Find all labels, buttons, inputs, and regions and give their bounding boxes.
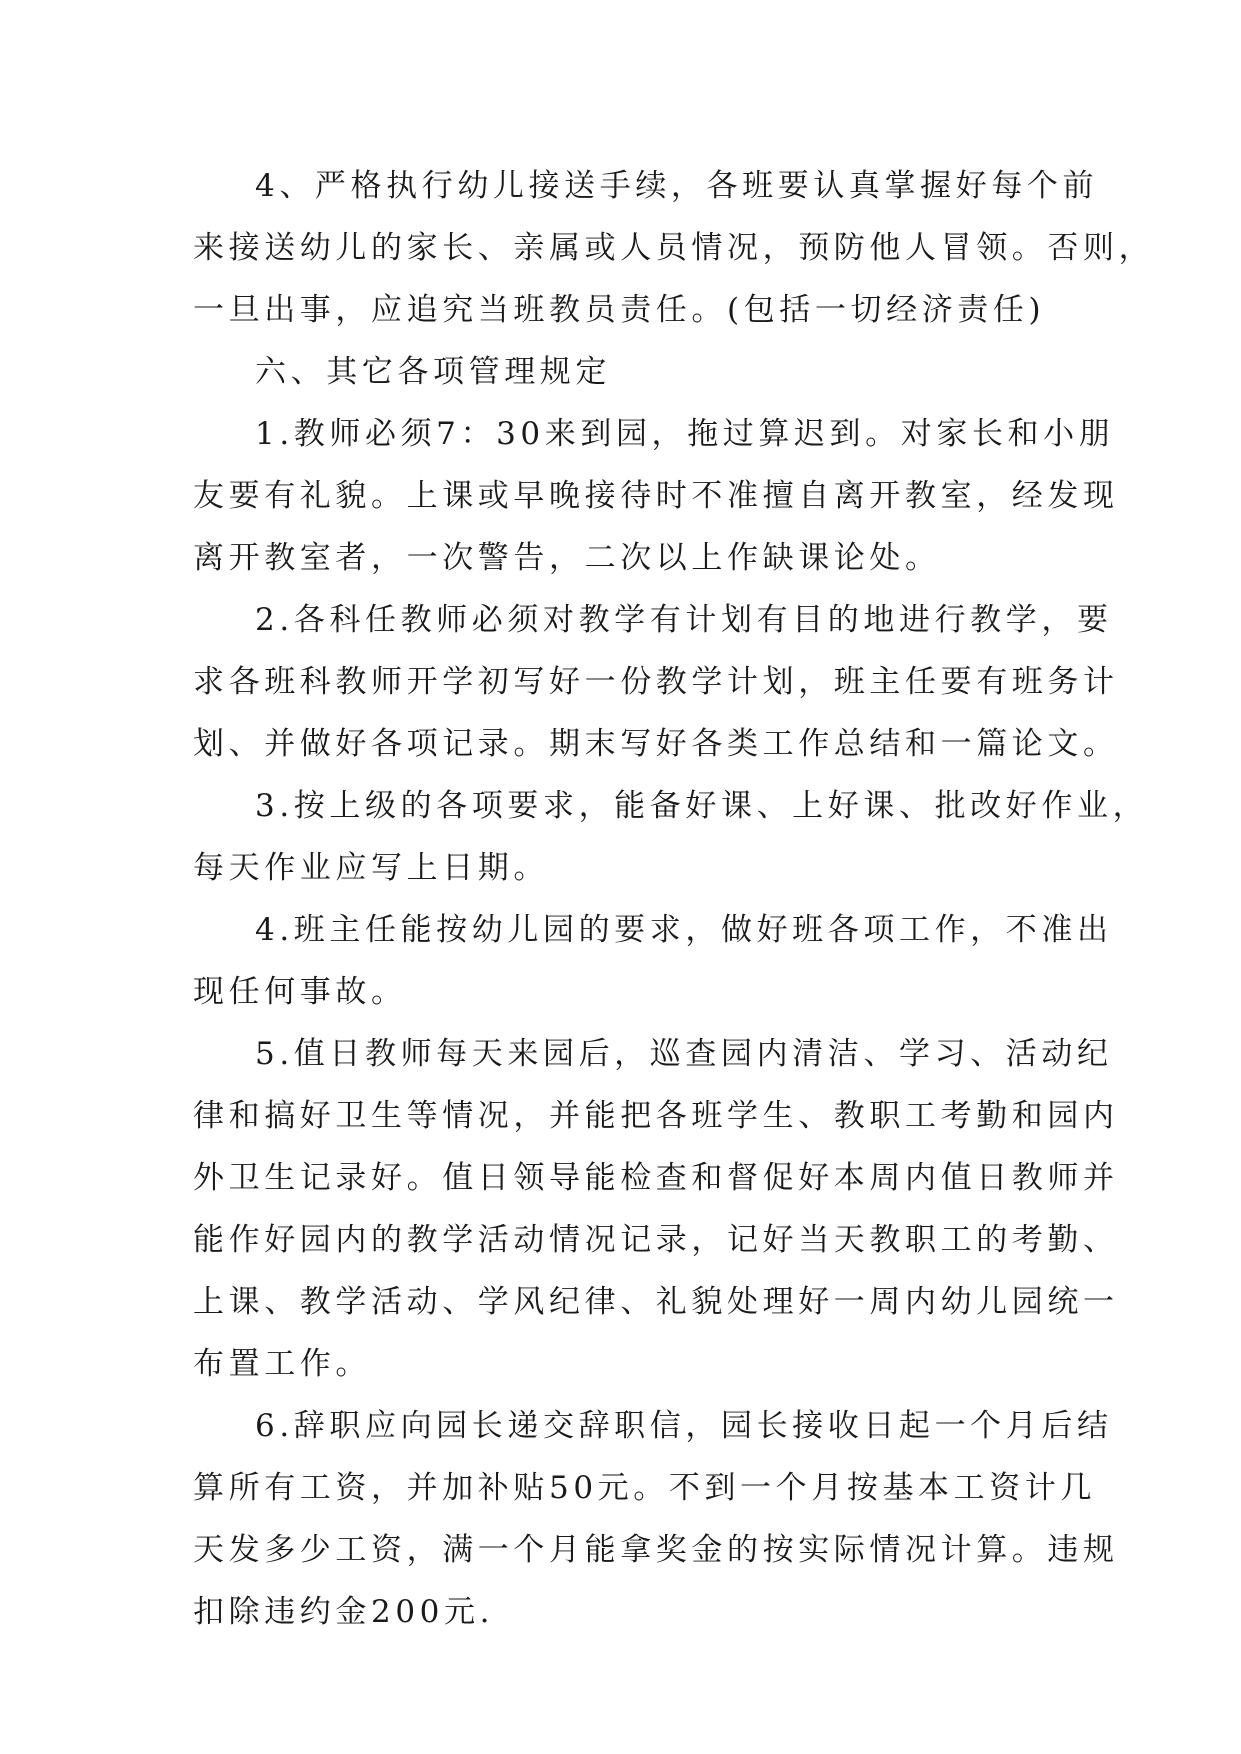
text-line: 划、并做好各项记录。期末写好各类工作总结和一篇论文。 — [193, 726, 1119, 762]
text-line: 每天作业应写上日期。 — [193, 850, 549, 886]
text-line: 律和搞好卫生等情况，并能把各班学生、教职工考勤和园内 — [193, 1098, 1119, 1134]
text-line: 扣除违约金200元. — [193, 1594, 495, 1630]
text-line: 现任何事故。 — [193, 974, 407, 1010]
section-heading: 六、其它各项管理规定 — [255, 354, 611, 390]
text-line: 6.辞职应向园长递交辞职信，园长接收日起一个月后结 — [255, 1408, 1113, 1444]
text-line: 外卫生记录好。值日领导能检查和督促好本周内值日教师并 — [193, 1160, 1119, 1196]
text-line: 5.值日教师每天来园后，巡查园内清洁、学习、活动纪 — [255, 1036, 1113, 1072]
text-line: 布置工作。 — [193, 1346, 371, 1382]
text-line: 友要有礼貌。上课或早晚接待时不准擅自离开教室，经发现 — [193, 478, 1119, 514]
text-line: 1.教师必须7：30来到园，拖过算迟到。对家长和小朋 — [255, 416, 1115, 452]
text-line: 求各班科教师开学初写好一份教学计划，班主任要有班务计 — [193, 664, 1119, 700]
document-body — [193, 155, 1155, 1643]
text-line: 天发多少工资，满一个月能拿奖金的按实际情况计算。违规 — [193, 1532, 1119, 1568]
text-line: 算所有工资，并加补贴50元。不到一个月按基本工资计几 — [193, 1470, 1097, 1506]
text-line: 离开教室者，一次警告，二次以上作缺课论处。 — [193, 540, 941, 576]
text-line: 能作好园内的教学活动情况记录，记好当天教职工的考勤、 — [193, 1222, 1119, 1258]
text-line: 来接送幼儿的家长、亲属或人员情况，预防他人冒领。否则， — [193, 230, 1155, 266]
text-line: 一旦出事，应追究当班教员责任。(包括一切经济责任) — [193, 292, 1046, 328]
text-line: 3.按上级的各项要求，能备好课、上好课、批改好作业， — [255, 788, 1149, 824]
text-line: 4、严格执行幼儿接送手续，各班要认真掌握好每个前 — [255, 168, 1099, 204]
text-line: 4.班主任能按幼儿园的要求，做好班各项工作，不准出 — [255, 912, 1113, 948]
text-line: 2.各科任教师必须对教学有计划有目的地进行教学，要 — [255, 602, 1113, 638]
text-line: 上课、教学活动、学风纪律、礼貌处理好一周内幼儿园统一 — [193, 1284, 1119, 1320]
